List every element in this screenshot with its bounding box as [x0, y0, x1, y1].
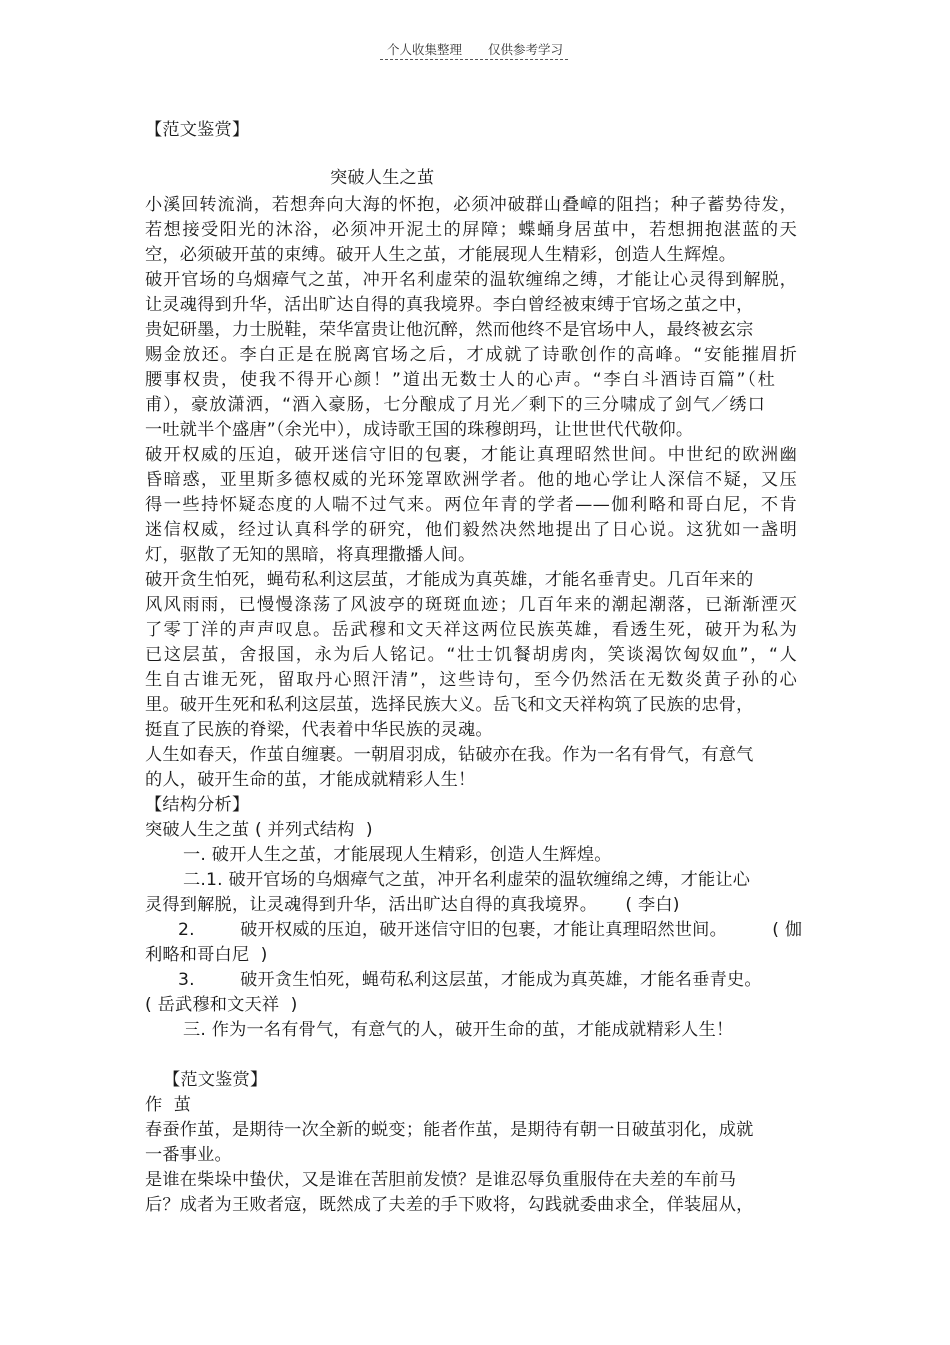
text-line: 挺直了民族的脊梁，代表着中华民族的灵魂。 [145, 720, 493, 740]
outline-item: 2. 破开权威的压迫，破开迷信守旧的包裹，才能让真理昭然世间。 ( 伽 [178, 920, 803, 940]
text-line: 腰事权贵，使我不得开心颜！”道出无数士人的心声。“李白斗酒诗百篇”（杜 [145, 370, 775, 390]
text-line: 是谁在柴垛中蛰伏，又是谁在苦胆前发愤？是谁忍辱负重服侍在夫差的车前马 [145, 1170, 737, 1190]
text-line: 空，必须破开茧的束缚。破开人生之茧，才能展现人生精彩，创造人生辉煌。 [145, 245, 737, 265]
section-heading: 【范文鉴赏】 [163, 1070, 268, 1090]
text-line: 人生如春天，作茧自缠裹。一朝眉羽成，钻破亦在我。作为一名有骨气，有意气 [145, 745, 754, 765]
text-line: 破开贪生怕死，蝇苟私利这层茧，才能成为真英雄，才能名垂青史。几百年来的 [145, 570, 754, 590]
outline-item: 一. 破开人生之茧，才能展现人生精彩，创造人生辉煌。 [183, 845, 612, 865]
text-line: 的人，破开生命的茧，才能成就精彩人生！ [145, 770, 476, 790]
essay-title: 作 茧 [145, 1095, 192, 1115]
outline-item: 二.1. 破开官场的乌烟瘴气之茧，冲开名利虚荣的温软缠绵之缚，才能让心 [183, 870, 751, 890]
text-line: 迷信权威，经过认真科学的研究，他们毅然决然地提出了日心说。这犹如一盏明 [145, 520, 797, 540]
text-line: ( 岳武穆和文天祥 ) [145, 995, 298, 1015]
header-right-text: 仅供参考学习 [488, 42, 564, 57]
section-heading: 【范文鉴赏】 [145, 120, 250, 140]
section-heading: 【结构分析】 [145, 795, 250, 815]
text-line: 已这层茧，舍报国，永为后人铭记。“壮士饥餐胡虏肉，笑谈渴饮匈奴血”，“人 [145, 645, 797, 665]
essay-title: 突破人生之茧 [330, 168, 435, 188]
text-line: 里。破开生死和私利这层茧，选择民族大义。岳飞和文天祥构筑了民族的忠骨， [145, 695, 754, 715]
text-line: 若想接受阳光的沐浴，必须冲开泥土的屏障；蝶蛹身居茧中，若想拥抱湛蓝的天 [145, 220, 797, 240]
text-line: 春蚕作茧，是期待一次全新的蜕变；能者作茧，是期待有朝一日破茧羽化，成就 [145, 1120, 754, 1140]
text-line: 甫），豪放潇洒，“酒入豪肠，七分酿成了月光／剩下的三分啸成了剑气／绣口 [145, 395, 765, 415]
text-line: 灵得到解脱，让灵魂得到升华，活出旷达自得的真我境界。 ( 李白) [145, 895, 680, 915]
header-left-text: 个人收集整理 [386, 42, 462, 57]
text-line: 后？成者为王败者寇，既然成了夫差的手下败将，勾践就委曲求全，佯装屈从， [145, 1195, 754, 1215]
text-line: 风风雨雨，已慢慢涤荡了风波亭的斑斑血迹；几百年来的潮起潮落，已渐渐湮灭 [145, 595, 797, 615]
outline-item: 三. 作为一名有骨气，有意气的人，破开生命的茧，才能成就精彩人生！ [183, 1020, 734, 1040]
outline-item: 3. 破开贪生怕死，蝇苟私利这层茧，才能成为真英雄，才能名垂青史。 [178, 970, 762, 990]
text-line: 了零丁洋的声声叹息。岳武穆和文天祥这两位民族英雄，看透生死，破开为私为 [145, 620, 797, 640]
text-line: 破开权威的压迫，破开迷信守旧的包裹，才能让真理昭然世间。中世纪的欧洲幽 [145, 445, 797, 465]
text-line: 昏暗惑，亚里斯多德权威的光环笼罩欧洲学者。他的地心学让人深信不疑，又压 [145, 470, 797, 490]
text-line: 灯，驱散了无知的黑暗，将真理撒播人间。 [145, 545, 476, 565]
text-line: 赐金放还。李白正是在脱离官场之后，才成就了诗歌创作的高峰。“安能摧眉折 [145, 345, 797, 365]
text-line: 生自古谁无死，留取丹心照汗清”，这些诗句，至今仍然活在无数炎黄子孙的心 [145, 670, 797, 690]
text-line: 让灵魂得到升华，活出旷达自得的真我境界。李白曾经被束缚于官场之茧之中， [145, 295, 754, 315]
text-line: 一番事业。 [145, 1145, 232, 1165]
text-line: 得一些持怀疑态度的人喘不过气来。两位年青的学者——伽利略和哥白尼，不肯 [145, 495, 797, 515]
text-line: 小溪回转流淌，若想奔向大海的怀抱，必须冲破群山叠嶂的阻挡；种子蓄势待发， [145, 195, 797, 215]
text-line: 破开官场的乌烟瘴气之茧，冲开名利虚荣的温软缠绵之缚，才能让心灵得到解脱， [145, 270, 797, 290]
text-line: 贵妃研墨，力士脱鞋，荣华富贵让他沉醉，然而他终不是官场中人，最终被玄宗 [145, 320, 754, 340]
text-line: 一吐就半个盛唐”（余光中），成诗歌王国的珠穆朗玛，让世世代代敬仰。 [145, 420, 694, 440]
text-line: 利略和哥白尼 ) [145, 945, 268, 965]
text-line: 突破人生之茧 ( 并列式结构 ) [145, 820, 373, 840]
